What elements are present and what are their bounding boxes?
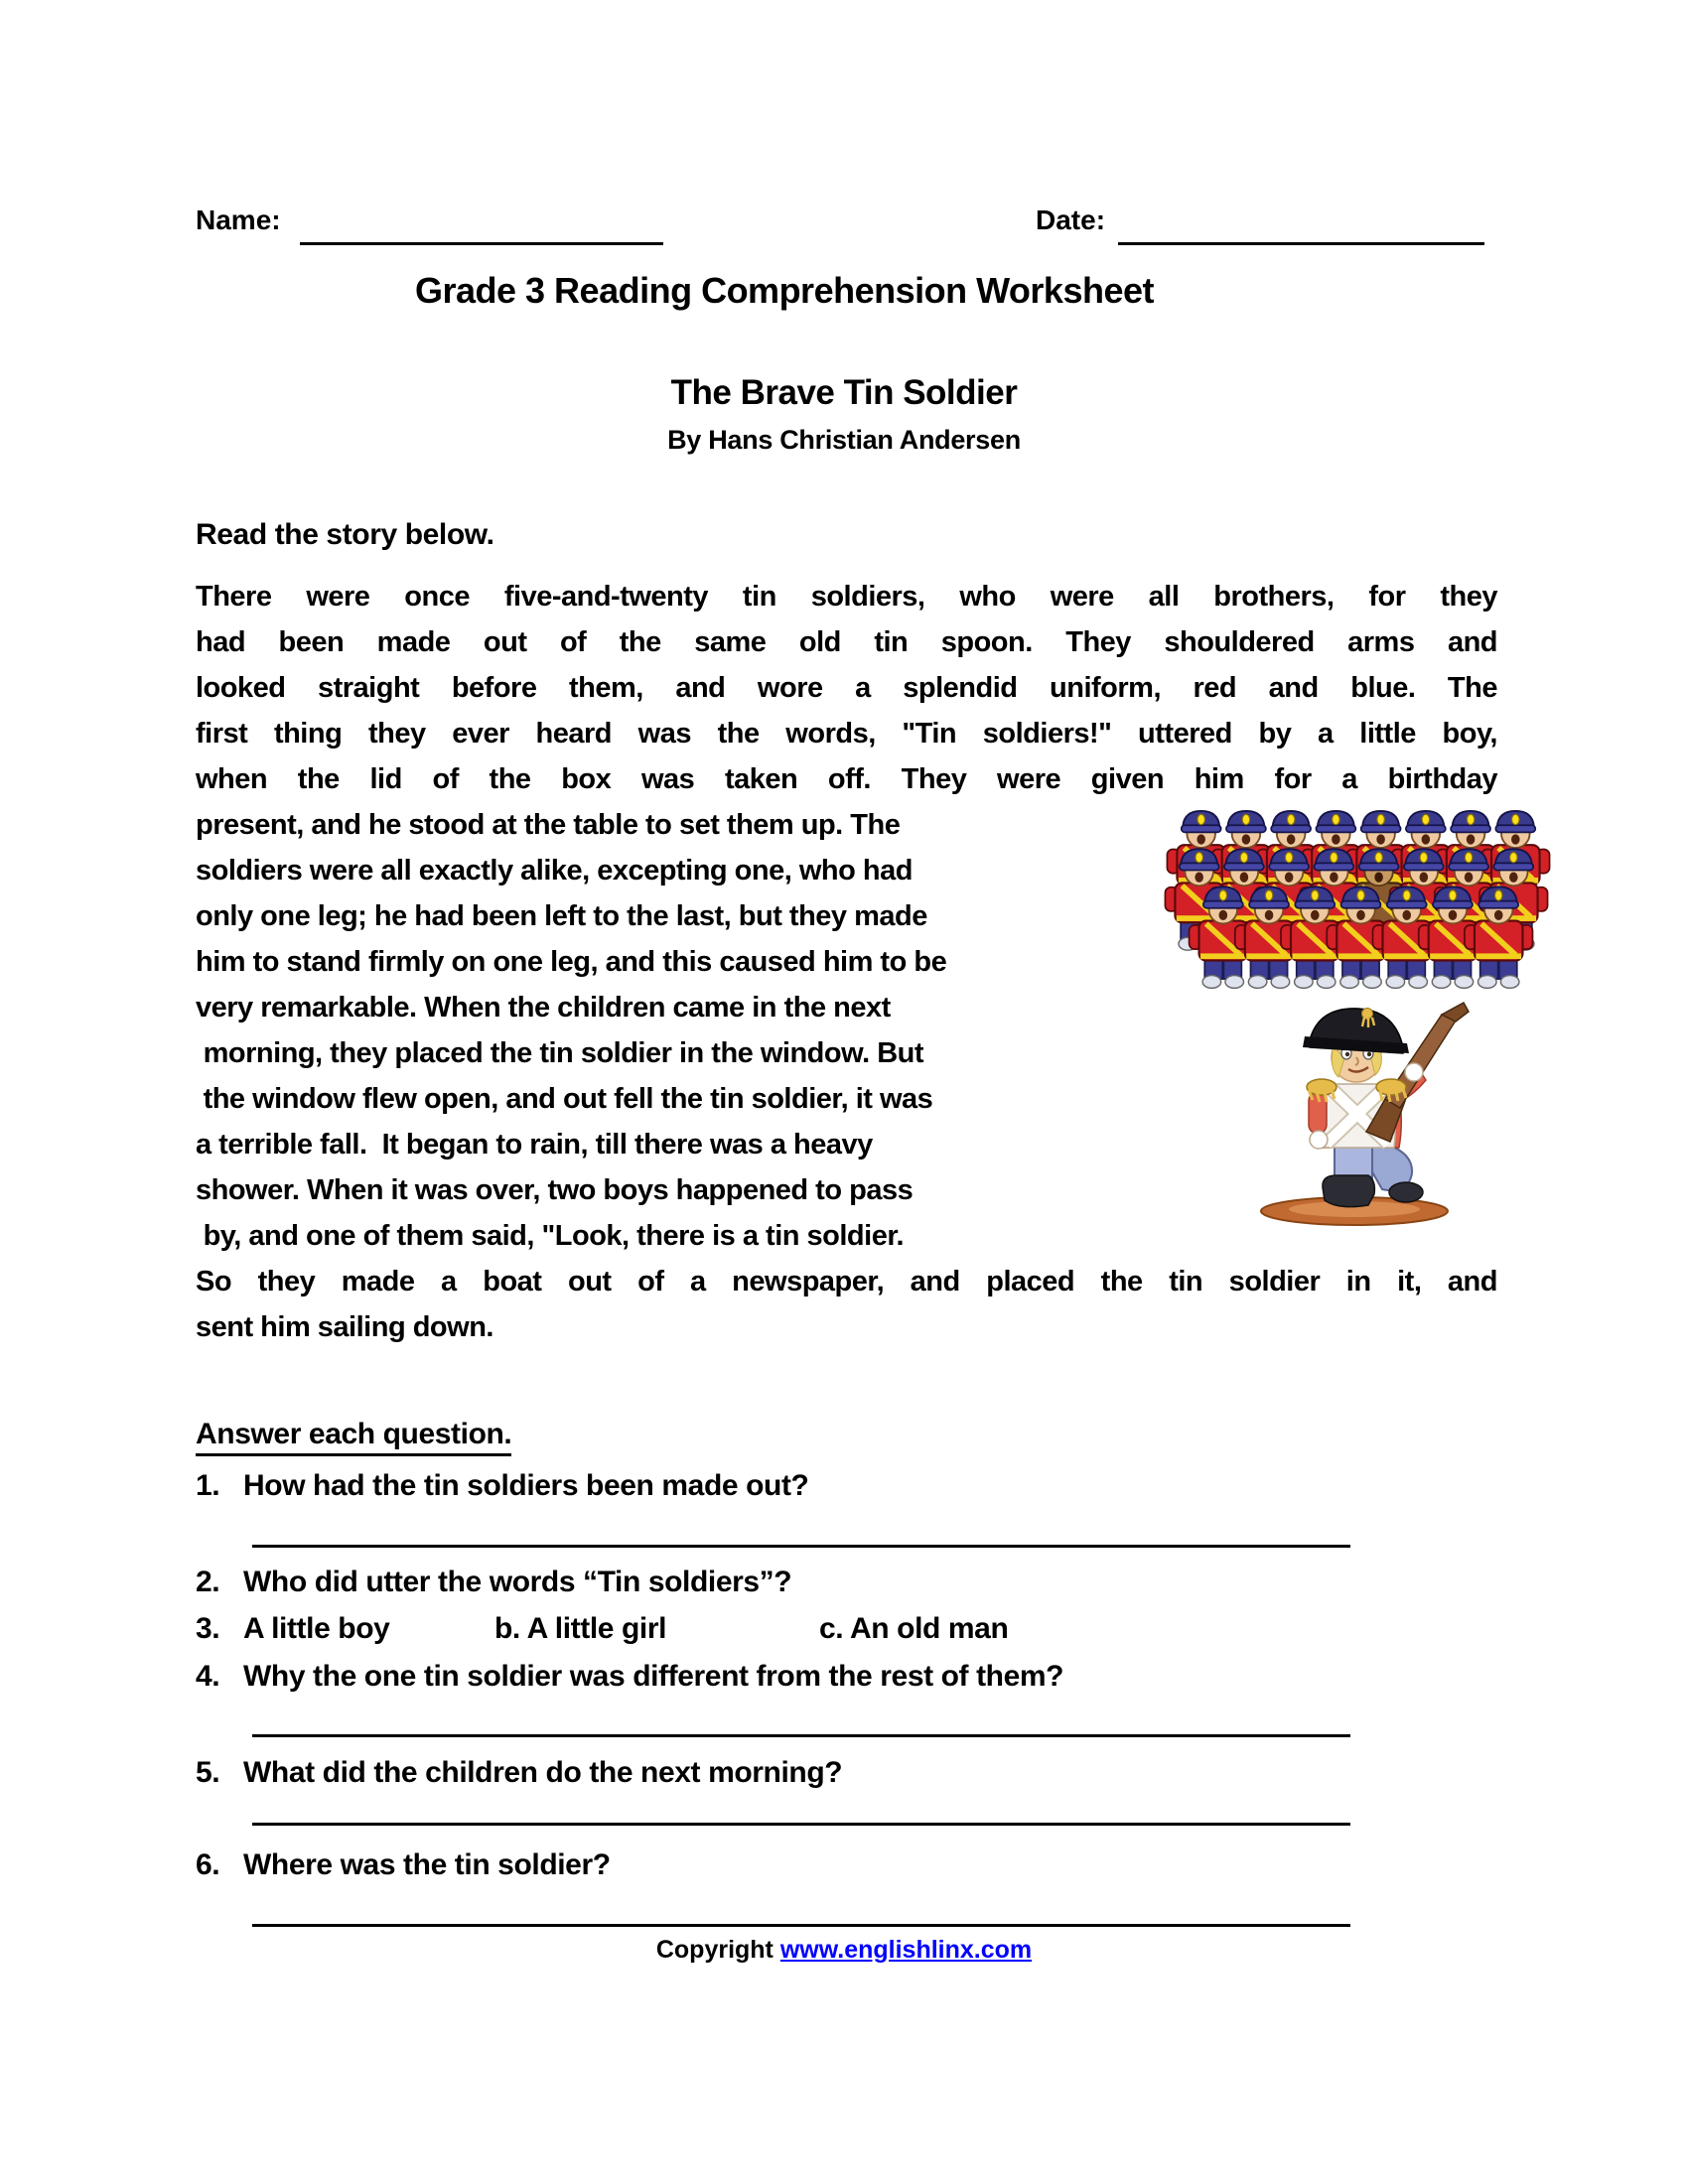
question-number: 1.	[196, 1469, 220, 1502]
question-text: Why the one tin soldier was different from the rest of them?	[243, 1660, 1064, 1693]
answer-option: A little boy	[243, 1612, 390, 1645]
question-row	[196, 1752, 842, 1794]
tin-soldier-icon	[1219, 1001, 1492, 1231]
question-number: 6.	[196, 1848, 220, 1881]
story-line: a terrible fall. It began to rain, till there was a heavy	[196, 1129, 873, 1160]
question-text: How had the tin soldiers been made out?	[243, 1469, 809, 1502]
read-story-instruction: Read the story below.	[196, 518, 494, 551]
answer-blank-line	[252, 1734, 1350, 1737]
footer	[0, 1936, 1688, 1965]
date-label: Date:	[1036, 205, 1106, 235]
story-byline: By Hans Christian Andersen	[667, 425, 1021, 455]
answer-blank-line	[252, 1823, 1350, 1826]
story-line: had been made out of the same old tin spoon. They shouldered arms and	[196, 626, 1497, 658]
copyright-label: Copyright	[655, 1936, 774, 1964]
question-text: What did the children do the next morning?	[243, 1756, 843, 1789]
questions-heading-text: Answer each question.	[196, 1418, 511, 1456]
story-line: by, and one of them said, "Look, there is a tin soldier.	[196, 1220, 905, 1252]
name-blank-line	[300, 212, 663, 245]
name-label: Name:	[196, 205, 281, 235]
englishlinx-link[interactable]: www.englishlinx.com	[779, 1936, 1033, 1964]
page-title: Grade 3 Reading Comprehension Worksheet	[414, 270, 1154, 311]
question-row	[196, 1844, 611, 1886]
story-line: first thing they ever heard was the words, "Tin soldiers!" uttered by a little boy,	[196, 718, 1497, 750]
answer-blank-line	[252, 1545, 1350, 1548]
answer-option: b. A little girl	[494, 1612, 667, 1645]
story-line: very remarkable. When the children came in the next	[196, 992, 891, 1024]
story-line: shower. When it was over, two boys happened to pass	[196, 1174, 914, 1206]
story-line: the window flew open, and out fell the tin soldier, it was	[196, 1083, 933, 1115]
tin-soldier-image	[1219, 1001, 1492, 1231]
answer-option: c. An old man	[819, 1612, 1009, 1645]
story-line: sent him sailing down.	[196, 1311, 493, 1343]
story-line: only one leg; he had been left to the last, but they made	[196, 900, 927, 932]
question-row	[196, 1656, 1063, 1698]
answer-each-question-heading	[196, 1418, 511, 1451]
story-line: morning, they placed the tin soldier in the window. But	[196, 1037, 924, 1069]
question-number: 2.	[196, 1566, 220, 1598]
story-line: There were once five-and-twenty tin soldiers, who were all brothers, for they	[196, 581, 1497, 613]
question-text: Where was the tin soldier?	[243, 1848, 611, 1881]
question-row	[196, 1465, 808, 1507]
answer-blank-line	[252, 1924, 1350, 1927]
question-text: Who did utter the words “Tin soldiers”?	[243, 1566, 792, 1598]
question-number: 3.	[196, 1612, 220, 1645]
question-number: 4.	[196, 1660, 220, 1693]
story-line: looked straight before them, and wore a splendid uniform, red and blue. The	[196, 672, 1497, 704]
story-line: present, and he stood at the table to set them up. The	[196, 809, 901, 841]
story-line: him to stand firmly on one leg, and this caused him to be	[196, 946, 947, 978]
story-line: So they made a boat out of a newspaper, and placed the tin soldier in it, and	[196, 1266, 1497, 1297]
date-blank-line	[1118, 212, 1484, 245]
question-number: 5.	[196, 1756, 220, 1789]
story-line: when the lid of the box was taken off. They were given him for a birthday	[196, 763, 1497, 795]
question-row	[196, 1562, 791, 1603]
story-line: soldiers were all exactly alike, excepting one, who had	[196, 855, 913, 887]
story-title: The Brave Tin Soldier	[670, 373, 1018, 412]
tin-soldiers-group-image	[1164, 809, 1553, 1000]
question-row	[196, 1608, 1009, 1650]
tin-soldiers-group-icon	[1164, 809, 1553, 1000]
